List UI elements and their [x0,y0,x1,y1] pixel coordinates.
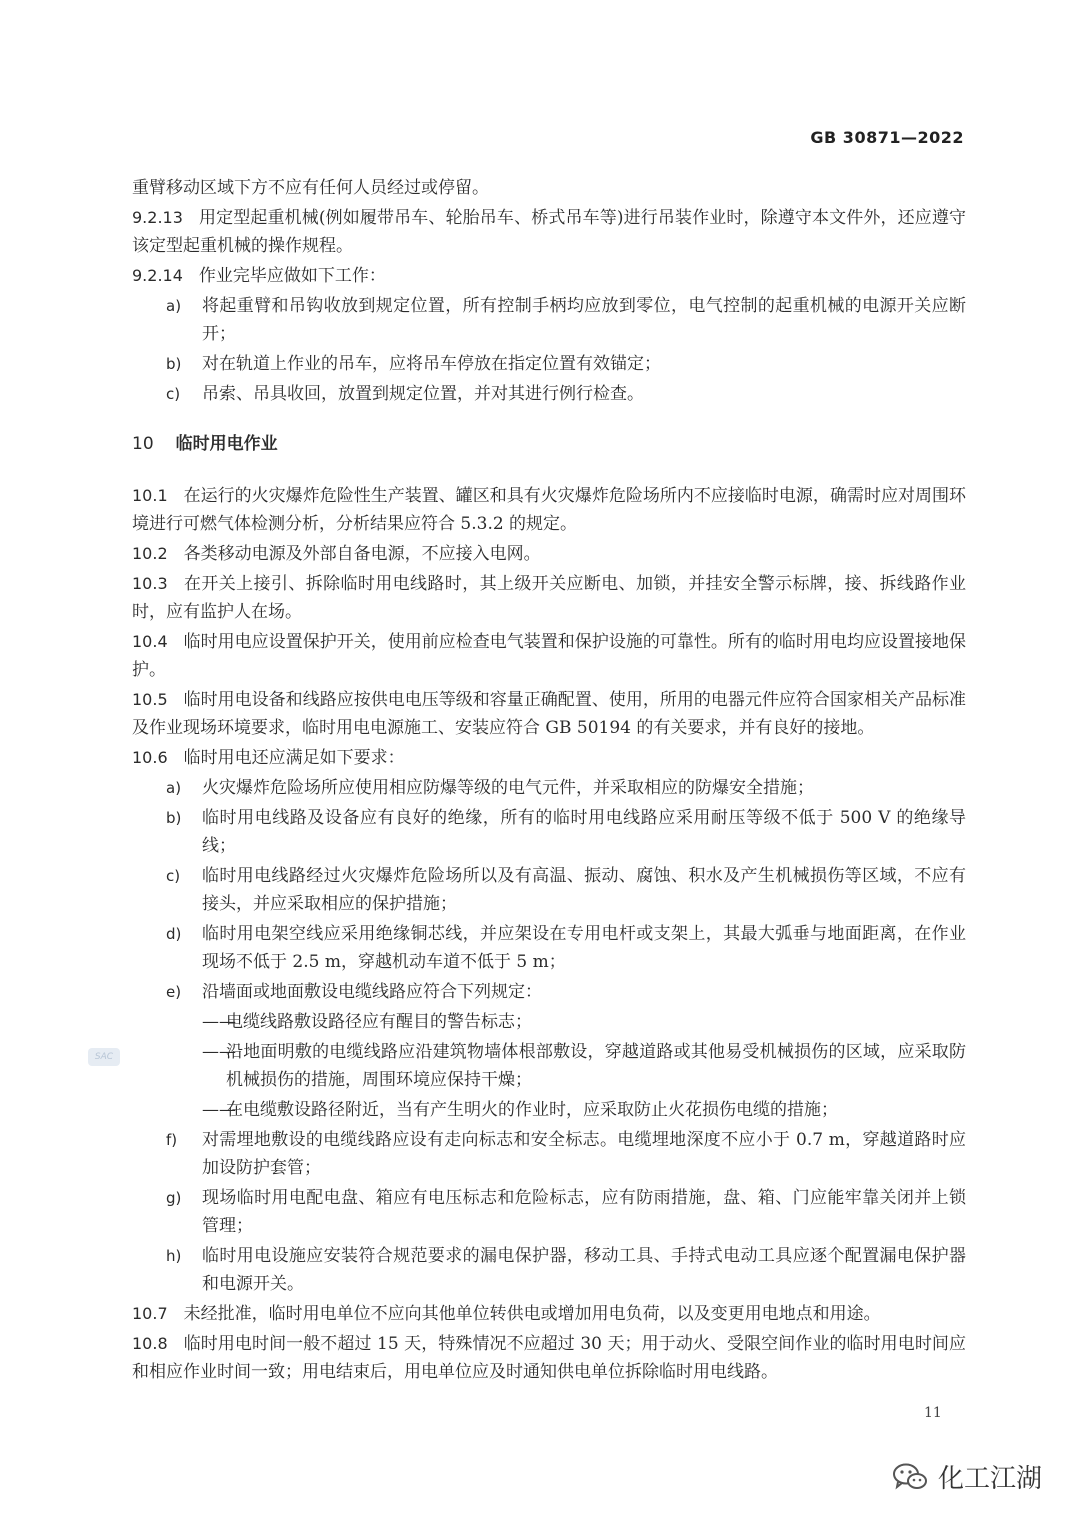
list-marker: c) [166,385,181,403]
clause-10-2 [132,540,966,568]
clause-number: 10.2 [132,544,168,563]
list-marker: a) [166,297,182,315]
dash-item [132,1038,966,1094]
list-text: 临时用电线路及设备应有良好的绝缘，所有的临时用电线路应采用耐压等级不低于 500 V 的绝缘导线； [202,808,966,856]
list-text: 临时用电设施应安装符合规范要求的漏电保护器，移动工具、手持式电动工具应逐个配置漏电保护器和电源开关。 [202,1246,966,1294]
dash-text: 电缆线路敷设路径应有醒目的警告标志； [226,1012,532,1032]
list-marker: g) [166,1189,182,1207]
wechat-icon [892,1462,928,1492]
clause-number: 10.1 [132,486,168,505]
list-marker: a) [166,779,182,797]
dash-item [132,1096,966,1124]
clause-text: 未经批准，临时用电单位不应向其他单位转供电或增加用电负荷，以及变更用电地点和用途。 [183,1304,881,1324]
list-item [132,380,966,408]
list-marker: b) [166,809,182,827]
clause-10-6 [132,744,966,772]
sac-logo: SAC [88,1048,120,1066]
standard-code: GB 30871—2022 [810,128,964,147]
list-marker: f) [166,1131,178,1149]
list-text: 火灾爆炸危险场所应使用相应防爆等级的电气元件，并采取相应的防爆安全措施； [202,778,814,798]
dash-marker: —— [202,1012,236,1032]
list-item [132,804,966,860]
clause-9-2-13 [132,204,966,260]
list-text: 对需埋地敷设的电缆线路应设有走向标志和安全标志。电缆埋地深度不应小于 0.7 m，穿越道路时应加设防护套管； [202,1130,966,1178]
clause-number: 9.2.14 [132,266,183,285]
section-number: 10 [132,434,154,454]
list-item [132,292,966,348]
clause-text: 在开关上接引、拆除临时用电线路时，其上级开关应断电、加锁，并挂安全警示标牌，接、拆线路作业时，应有监护人在场。 [132,574,966,622]
dash-marker: —— [202,1042,236,1062]
clause-number: 10.6 [132,748,168,767]
list-text: 临时用电线路经过火灾爆炸危险场所以及有高温、振动、腐蚀、积水及产生机械损伤等区域，不应有接头，并应采取相应的保护措施； [202,866,966,914]
list-text: 将起重臂和吊钩收放到规定位置，所有控制手柄均应放到零位，电气控制的起重机械的电源开关应断开； [202,296,966,344]
clause-10-4 [132,628,966,684]
list-marker: d) [166,925,182,943]
clause-9-2-14 [132,262,966,290]
list-item [132,1184,966,1240]
section-title: 临时用电作业 [175,434,278,454]
clause-text: 用定型起重机械(例如履带吊车、轮胎吊车、桥式吊车等)进行吊装作业时，除遵守本文件外，还应遵守该定型起重机械的操作规程。 [132,208,966,256]
clause-text: 临时用电时间一般不超过 15 天，特殊情况不应超过 30 天；用于动火、受限空间作业的临时用电时间应和相应作业时间一致；用电结束后，用电单位应及时通知供电单位拆除临时用电线路。 [132,1334,966,1382]
clause-10-1 [132,482,966,538]
intro-line: 重臂移动区域下方不应有任何人员经过或停留。 [132,178,489,198]
clause-10-7 [132,1300,966,1328]
clause-10-3 [132,570,966,626]
list-text: 对在轨道上作业的吊车，应将吊车停放在指定位置有效锚定； [202,354,661,374]
list-item [132,350,966,378]
list-item [132,920,966,976]
list-marker: e) [166,983,182,1001]
clause-number: 10.5 [132,690,168,709]
clause-text: 临时用电应设置保护开关，使用前应检查电气装置和保护设施的可靠性。所有的临时用电均应设置接地保护。 [132,632,966,680]
page-number: 11 [924,1405,942,1421]
wechat-watermark [892,1458,1042,1495]
clause-number: 9.2.13 [132,208,183,227]
clause-number: 10.4 [132,632,168,651]
list-item [132,1242,966,1298]
section-heading [132,430,966,458]
list-item [132,862,966,918]
clause-number: 10.8 [132,1334,168,1353]
clause-text: 临时用电还应满足如下要求： [183,748,405,768]
watermark-text: 化工江湖 [937,1464,1042,1494]
clause-10-8 [132,1330,966,1386]
clause-text: 临时用电设备和线路应按供电电压等级和容量正确配置、使用，所用的电器元件应符合国家相关产品标准及作业现场环境要求，临时用电电源施工、安装应符合 GB 50194 的有关要求，并有良好的接地。 [132,690,966,738]
list-item [132,774,966,802]
dash-text: 在电缆敷设路径附近，当有产生明火的作业时，应采取防止火花损伤电缆的措施； [226,1100,838,1120]
list-text: 吊索、吊具收回，放置到规定位置，并对其进行例行检查。 [202,384,644,404]
dash-marker: —— [202,1100,236,1120]
list-text: 沿墙面或地面敷设电缆线路应符合下列规定： [202,982,542,1002]
list-text: 临时用电架空线应采用绝缘铜芯线，并应架设在专用电杆或支架上，其最大弧垂与地面距离，在作业现场不低于 2.5 m，穿越机动车道不低于 5 m； [202,924,966,972]
clause-text: 作业完毕应做如下工作： [198,266,386,286]
clause-10-5 [132,686,966,742]
dash-item [132,1008,966,1036]
list-text: 现场临时用电配电盘、箱应有电压标志和危险标志，应有防雨措施，盘、箱、门应能牢靠关闭并上锁管理； [202,1188,966,1236]
list-item [132,1126,966,1182]
clause-text: 在运行的火灾爆炸危险性生产装置、罐区和具有火灾爆炸危险场所内不应接临时电源，确需时应对周围环境进行可燃气体检测分析，分析结果应符合 5.3.2 的规定。 [132,486,966,534]
clause-number: 10.7 [132,1304,168,1323]
list-item [132,978,966,1006]
list-marker: b) [166,355,182,373]
list-marker: h) [166,1247,182,1265]
list-marker: c) [166,867,181,885]
clause-number: 10.3 [132,574,168,593]
clause-text: 各类移动电源及外部自备电源，不应接入电网。 [183,544,541,564]
dash-text: 沿地面明敷的电缆线路应沿建筑物墙体根部敷设，穿越道路或其他易受机械损伤的区域，应采取防机械损伤的措施，周围环境应保持干燥； [226,1042,966,1090]
document-body [132,174,966,1388]
